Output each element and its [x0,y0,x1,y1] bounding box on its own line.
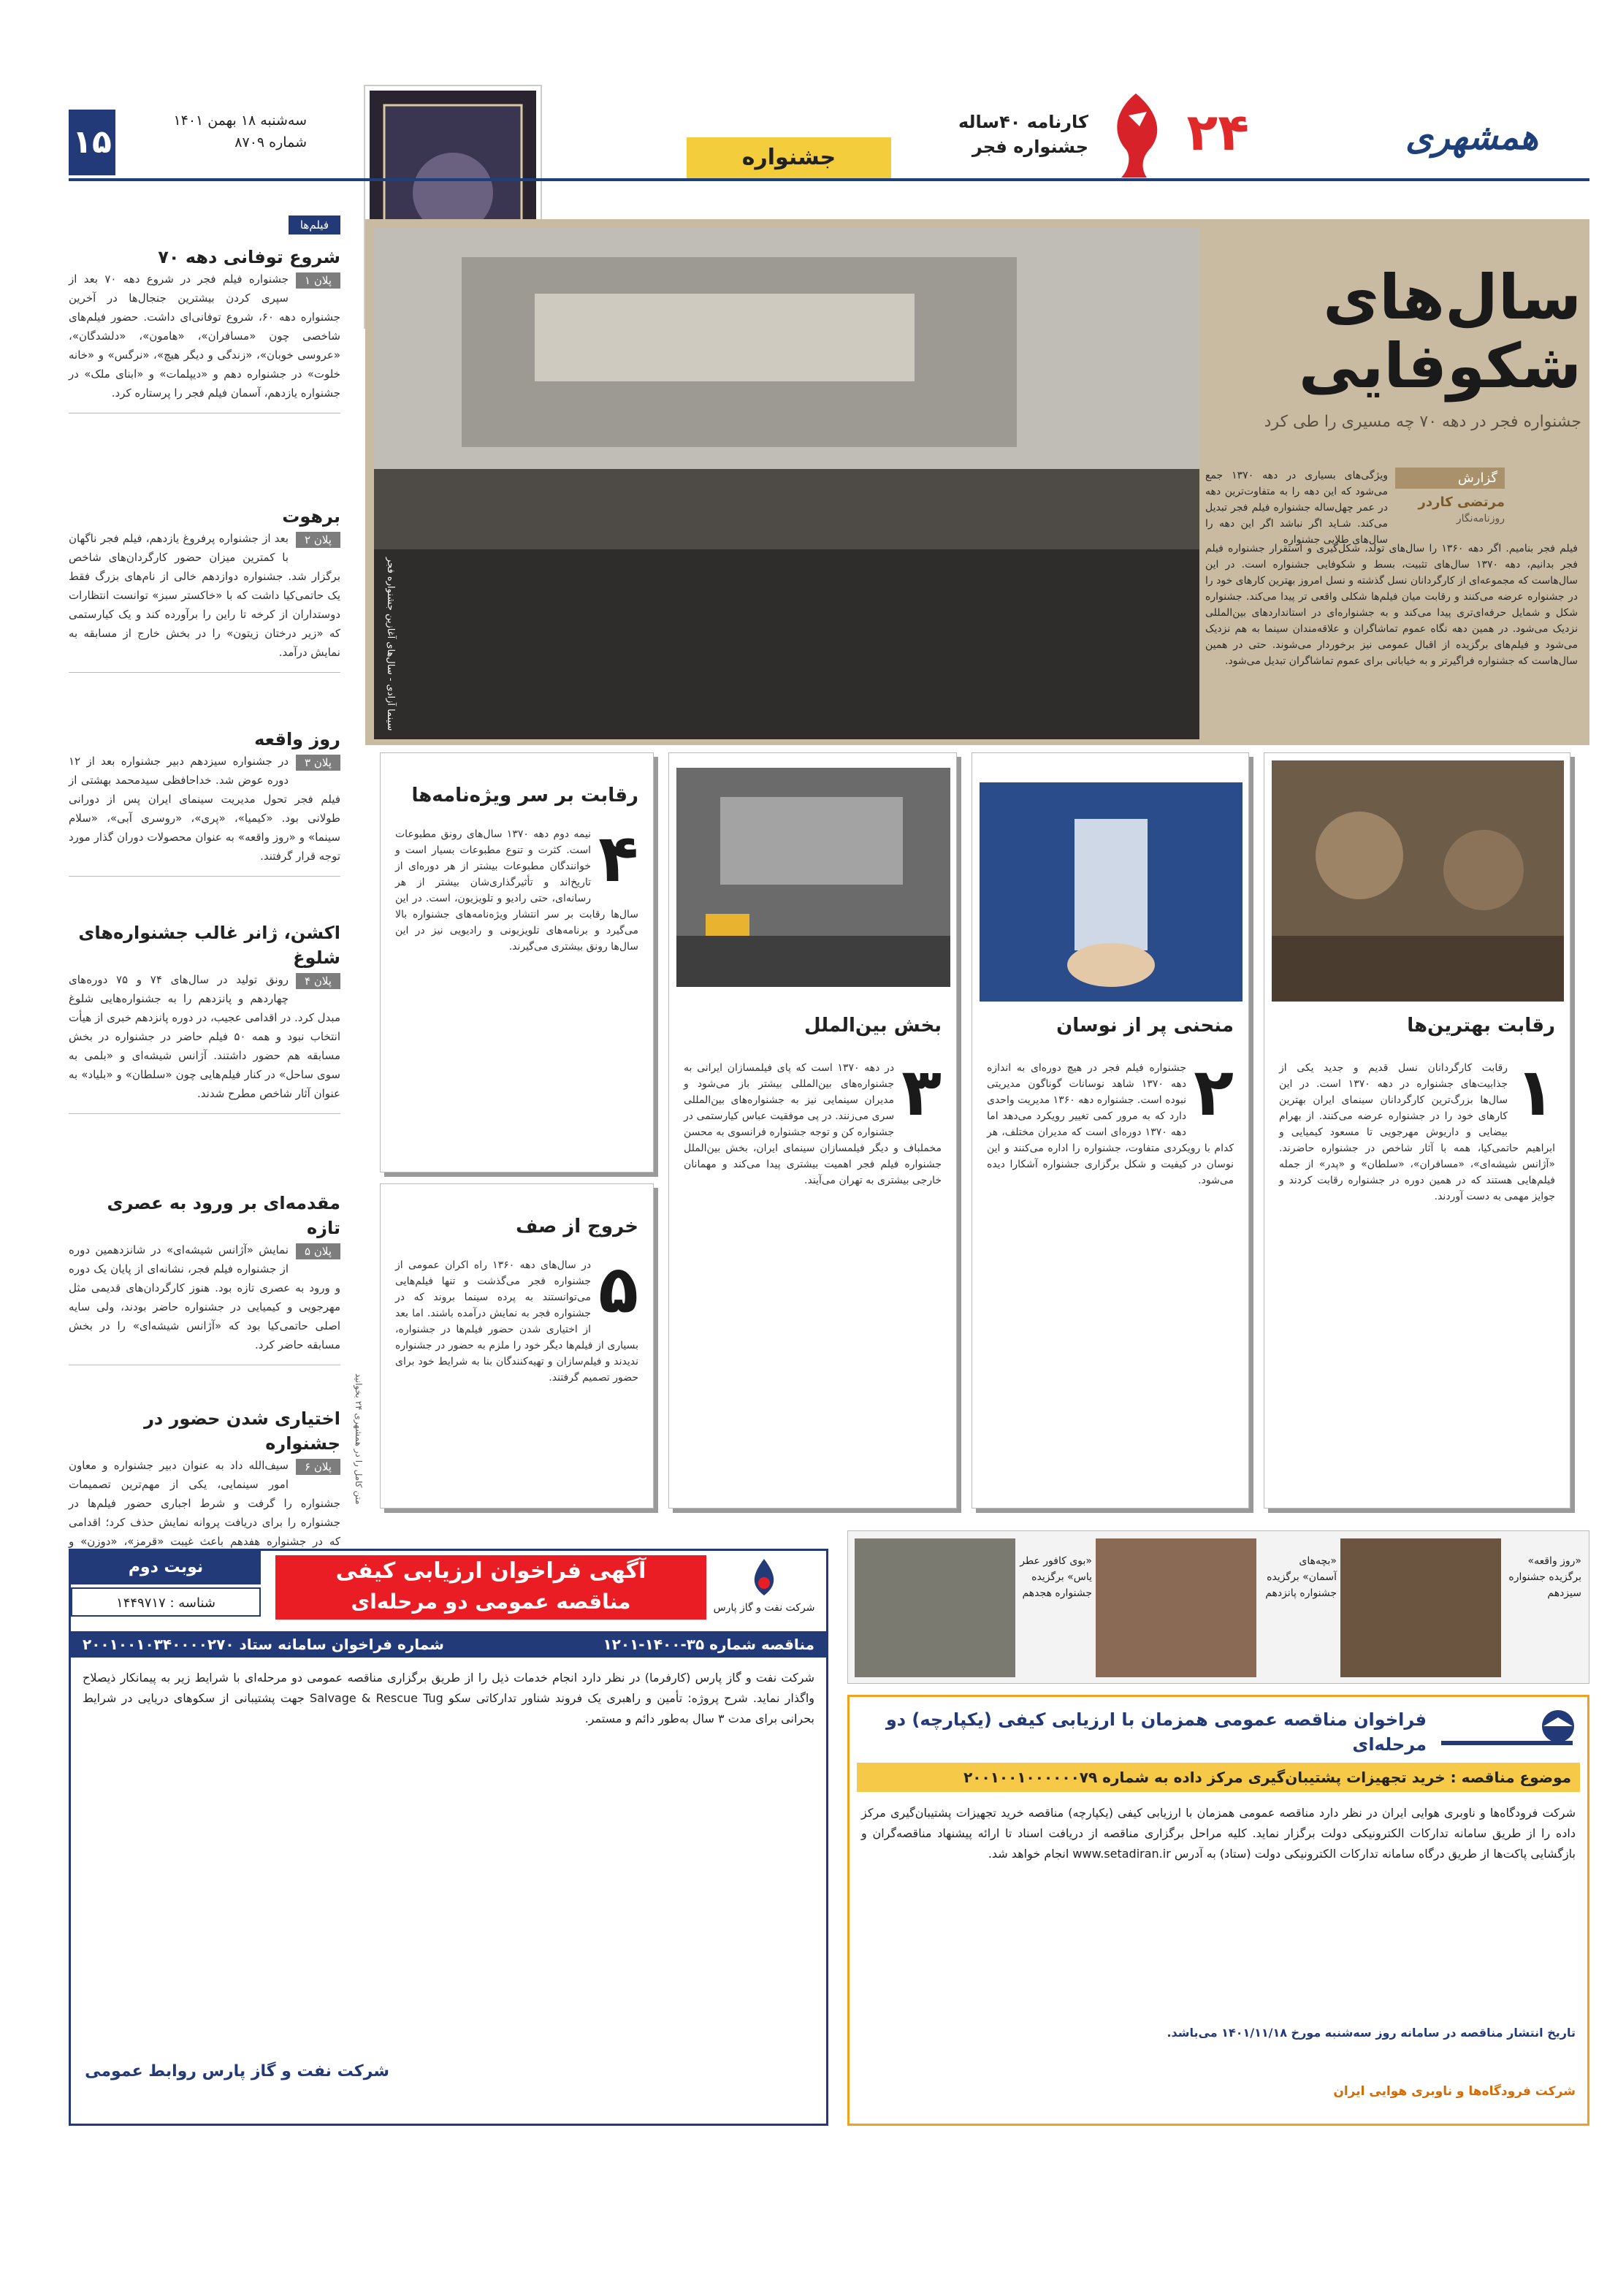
ad-footer: شرکت نفت و گاز پارس روابط عمومی [85,2062,389,2080]
section-label: جشنواره [687,137,891,178]
karnameh-line1: کارنامه ۴۰ساله [958,112,1088,132]
airplane-logo-icon [1434,1704,1580,1755]
feature-body: فیلم فجر بنامیم. اگر دهه ۱۳۶۰ را سال‌های تولد، شکل‌گیری و استقرار جشنواره فیلم فجر بدانیم، دهه ۱۳۷۰ سال‌های تثبیت، بسط و شکوفایی جشنواره است. در این سال‌هاست که مجموعه‌ای از کارگردانان نسل گذشته و نسل امروز بهترین کارهای خود را در جشنواره عرضه می‌کنند و رقابت میان فیلم‌ها شکلی واقعی تر پیدا می‌کند. جشنواره شکل و شمایل حرفه‌ای‌تری پیدا می‌کند و به جشنواره‌ای در استانداردهای بین‌المللی نزدیک می‌شود. در همین دهه نگاه عموم تماشاگران و علاقه‌مندان سینما به هم نزدیک می‌شود و فیلم‌های برگزیده از اقبال عمومی نیز برخوردار می‌شوند. حتی در همین سال‌هاست که جشنواره فراگیرتر و به خیابانی برای عموم تماشاگران تبدیل می‌شود. [1205,543,1578,667]
round-badge: نوبت دوم [71,1551,261,1584]
sidebar-item [69,1191,340,1365]
system-number: شماره فراخوان سامانه ستاد ۲۰۰۱۰۰۱۰۳۴۰۰۰۰۲۷۰ [83,1636,444,1653]
box-5 [380,1183,654,1509]
box-5-body [381,1251,653,1386]
sidebar-item-title: روز واقعه [254,729,340,750]
feature-title-line1: سال‌های [1323,262,1581,333]
box-2-body [972,1054,1248,1189]
fajr-simorgh-logo [1096,86,1176,181]
sidebar-item-title: برهوت [282,506,340,527]
sidebar-item [69,1406,340,1570]
winners-strip [847,1530,1589,1684]
box-number: ۱ [1515,1054,1555,1131]
box-number: ۴ [598,820,638,897]
ad-title-1: آگهی فراخوان ارزیابی کیفی [335,1558,646,1584]
plan-badge: پلان ۱ [296,272,340,289]
box-2-heading [972,1012,1248,1039]
box-5-heading [381,1213,653,1240]
sidebar-item [69,727,340,877]
strip-item [1340,1538,1581,1677]
box-text: جشنواره فیلم فجر در هیچ دوره‌ای به اندازه دهه ۱۳۷۰ شاهد نوسانات گوناگون مدیریتی نبوده است. جشنواره دهه ۱۳۶۰ مدیریت واحدی دارد که به مرور کمی تغییر رویکرد می‌دهد اما دهه ۱۳۷۰ دوره‌ای است که مدیران مختلف، هر کدام با رویکردی متفاوت، جشنواره را اداره می‌کنند و این نوسان در کیفیت و شکل برگزاری جشنواره آشکارا دیده می‌شود. [987,1062,1234,1186]
tender-number: مناقصه شماره ۳۵-۱۴۰۰-۱۲۰۱ [603,1636,814,1653]
box-2 [972,752,1249,1509]
issue-logo-24: ۲۴ [1186,102,1249,162]
issue-date-info [117,110,307,161]
film-still-photo [1096,1538,1256,1677]
box-4-heading [381,782,653,809]
issue-number: شماره ۸۷۰۹ [234,134,307,150]
box-4-body [381,820,653,955]
ad-body: شرکت نفت و گاز پارس (کارفرما) در نظر دارد انجام خدمات ذیل را از طریق برگزاری مناقصه عمومی دو مرحله‌ای با شرایط زیر به پیمانکار ذیصلاح واگذار نماید. شرح پروژه: تأمین و راهبری یک فروند شناور تدارکاتی سکو Salvage & Rescue Tug جهت پشتیبانی از سکوهای دریایی در شرایط بحرانی برای مدت ۳ سال به‌طور دائم و مستمر. [83,1671,815,1725]
box-title: بخش بین‌الملل [804,1015,942,1037]
box-number: ۲ [1194,1054,1234,1131]
feature-subtitle: جشنواره فجر در دهه ۷۰ چه مسیری را طی کرد [1264,413,1581,431]
strip-item [855,1538,1092,1677]
sidebar-item-title: مقدمه‌ای بر ورود به عصری تازه [107,1193,340,1238]
divider [69,672,340,673]
box-1-heading [1264,1012,1570,1039]
plan-badge: پلان ۴ [296,973,340,989]
film-still-photo [855,1538,1015,1677]
sidebar-item [69,245,340,413]
box-text: رقابت کارگردانان نسل قدیم و جدید یکی از جذابیت‌های جشنواره در دهه ۱۳۷۰ است. در این سال‌ها بزرگ‌ترین کارگردانان سینمای ایران بهترین کارهای خود را در جشنواره عرضه می‌کنند. از بهرام بیضایی و داریوش مهرجویی تا مسعود کیمیایی و ابراهیم حاتمی‌کیا، همه با آثار شاخص در جشنواره حاضرند. «آژانس شیشه‌ای»، «مسافران»، «سلطان» و «پدر» از جمله فیلم‌هایی هستند که در همین دوره در جشنواره رقابت کردند و جوایز مهمی به دست آوردند. [1279,1062,1555,1202]
ad-title-2: مناقصه عمومی دو مرحله‌ای [351,1590,631,1614]
sidebar-item-text: در جشنواره سیزدهم دبیر جشنواره بعد از ۱۲ دوره عوض شد. خداحافظی سیدمحمد بهشتی از فیلم فجر تحول مدیریت سینمای ایران پس از دورانی طولانی بود. «کیمیا»، «پری»، «روسری آبی»، «سلام سینما» و «روز واقعه» به عنوان محصولات دوران گذار مورد توجه قرار گرفتند. [69,755,340,863]
author-name: مرتضی کاردر [1418,495,1505,510]
cinema-crowd-photo [374,228,1199,739]
box-1 [1264,752,1570,1509]
byline [1395,468,1505,548]
company-logo-block [709,1555,819,1628]
ad-title-block [275,1555,706,1620]
feature-lead: ویژگی‌های بسیاری در دهه ۱۳۷۰ جمع می‌شود که این دهه را به متفاوت‌ترین دهه در عمر چهل‌ساله جشنواره فیلم فجر تبدیل می‌کند. شـاید اگر نباشد اگر این دهه را سال‌های طلایی جشنواره [1205,470,1388,546]
box-3-heading [669,1012,956,1039]
box-number: ۳ [901,1054,942,1131]
masthead-logo: همشهری [1405,117,1539,158]
ad2-body: شرکت فرودگاه‌ها و ناوبری هوایی ایران در نظر دارد مناقصه عمومی همزمان با ارزیابی کیفی (یکپارچه) مناقصه خرید تجهیزات پشتیبان‌گیری مرکز داده را از طریق سامانه تدارکات الکترونیکی دولت برگزار نماید. کلیه مراحل برگزاری مناقصه از دریافت اسناد تا ارائه پیشنهاد مناقصه‌گران و بازگشایی پاکت‌ها از طریق درگاه سامانه تدارکات الکترونیکی دولت (ستاد) به آدرس www.setadiran.ir انجام خواهد شد. [861,1806,1576,1861]
author-role: روزنامه‌نگار [1456,513,1505,525]
box-text: در سال‌های دهه ۱۳۶۰ راه اکران عمومی از جشنواره فجر می‌گذشت و تنها فیلم‌هایی می‌توانستند به پرده سینما بروند که در جشنواره فجر به نمایش درآمده باشند. اما بعد از اختیاری شدن حضور فیلم‌ها در جشنواره، بسیاری از فیلم‌ها دیگر خود را ملزم به حضور در جشنواره ندیدند و فیلم‌سازان و تهیه‌کنندگان بنا به شرایط خود برای حضور تصمیم گرفتند. [395,1259,638,1384]
box-title: رقابت بهترین‌ها [1407,1015,1555,1037]
box-text: نیمه دوم دهه ۱۳۷۰ سال‌های رونق مطبوعات است. کثرت و تنوع مطبوعات بسیار است و خوانندگان مطبوعات بیشتر از هر دوره‌ای از تاریخ‌اند و تأثیرگذاری‌شان بیشتر از هر رسانه‌ای، حتی رادیو و تلویزیون، است. در این سال‌ها رقابت بر سر انتشار ویژه‌نامه‌های جشنواره بالا می‌گیرد و برنامه‌های تلویزیونی و رادیویی نیز در این سال‌ها رونق بیشتری می‌گیرند. [395,828,638,953]
ad2-dates: تاریخ انتشار مناقصه در سامانه روز سه‌شنبه مورخ ۱۴۰۱/۱۱/۱۸ می‌باشد. [1167,2026,1576,2040]
sidebar-item-text: نمایش «آژانس شیشه‌ای» در شانزدهمین دوره از جشنواره فیلم فجر، نشانه‌ای از پایان یک دوره و ورود به عصری تازه بود. هنوز کارگردان‌های قدیمی مثل مهرجویی و کیمیایی در جشنواره حاضر بودند، ولی سایه اصلی حاتمی‌کیا بود که «آژانس شیشه‌ای» را در بخش مسابقه حاضر کرد. [69,1243,340,1351]
strip-caption: «روز واقعه» برگزیده جشنواره سیزدهم [1508,1555,1581,1599]
ad2-footer: شرکت فرودگاه‌ها و ناوبری هوایی ایران [1333,2084,1576,2099]
box-title: منحنی پر از نوسان [1056,1015,1234,1037]
sidebar-item [69,504,340,673]
film-still-photo [1340,1538,1501,1677]
box-number: ۵ [598,1251,638,1328]
box-title: خروج از صف [516,1216,638,1237]
divider [69,876,340,877]
strip-caption: «بچه‌های آسمان» برگزیده جشنواره پانزدهم [1265,1555,1337,1599]
ad2-subject: موضوع مناقصه : خرید تجهیزات پشتیبان‌گیری مرکز داده به شماره ۲۰۰۱۰۰۱۰۰۰۰۰۰۷۹ [857,1763,1580,1792]
sidebar-item-title: اختیاری شدن حضور در جشنواره [144,1408,340,1454]
sidebar-item-text: رونق تولید در سال‌های ۷۴ و ۷۵ دوره‌های چهاردهم و پانزدهم را به جشنواره‌هایی شلوغ مبدل کرد. در اقدامی عجیب، در دوره پانزدهم خبری از هیأت انتخاب نبود و همه ۵۰ فیلم حاضر در جشنواره در بخش مسابقه هم حضور داشتند. آژانس شیشه‌ای و «بلمی به سوی ساحل» در کنار فیلم‌هایی چون «سلطان» و «بلیاد» به عنوان آثار شاخص مطرح شدند. [69,973,340,1100]
film-still-photo [1272,760,1564,1002]
report-label: گزارش [1395,468,1505,489]
plan-badge: پلان ۶ [296,1459,340,1475]
plan-badge: پلان ۲ [296,532,340,548]
feature-title-line2: شکوفایی [1298,330,1581,402]
sidebar-plans [69,216,340,1548]
tender-number-bar [71,1631,826,1658]
plan-badge: پلان ۵ [296,1243,340,1259]
ad-id: شناسه : ۱۴۴۹۷۱۷ [71,1587,261,1617]
box-3-body [669,1054,956,1189]
karnameh-line2: جشنواره فجر [972,137,1088,157]
sidebar-tag: فیلم‌ها [289,216,340,234]
box-text: در دهه ۱۳۷۰ است که پای فیلمسازان ایرانی به جشنواره‌های بین‌المللی بیشتر باز می‌شود و مدیران سینمایی نیز به جشنواره‌های بین‌المللی سری می‌زنند. در پی موفقیت عباس کیارستمی در جشنواره کن و توجه جشنواره فرانسوی به محسن مخملباف و دیگر فیلمسازان سینمای ایران، بخش بین‌الملل جشنواره فیلم فجر اهمیت بیشتری پیدا می‌کند و مهمانان خارجی بیشتری به تهران می‌آیند. [684,1062,942,1186]
tender-ad-pogc [69,1549,828,2126]
box-4 [380,752,654,1172]
page-number: ۱۵ [69,110,115,175]
flame-logo-icon [738,1555,790,1599]
tender-ad-airports [847,1695,1589,2126]
side-caption: متن کامل را در همشهری ۲۴ بخوانید [354,1373,364,1505]
strip-caption: «بوی کافور عطر یاس» برگزیده جشنواره هجدهم [1020,1555,1092,1599]
feature-title [1213,263,1581,409]
sidebar-item-title: اکشن، ژانر غالب جشنواره‌های شلوغ [78,923,340,968]
sidebar-item-text: جشنواره فیلم فجر در شروع دهه ۷۰ بعد از سپری کردن بیشترین جنجال‌ها در آخرین جشنواره دهه ۶۰، شروع توفانی‌ای داشت. حضور فیلم‌های شاخصی چون «مسافران»، «هامون»، «دلشدگان»، «عروسی خوبان»، «زندگی و دیگر هیچ»، «نرگس» و «خانه خلوت» در جشنواره دهم و «دیپلمات» و «ابنای ملک» در جشنواره یازدهم، آسمان فیلم فجر را پرستاره کرد. [69,272,340,400]
sidebar-item [69,920,340,1114]
box-title: رقابت بر سر ویژه‌نامه‌ها [411,785,638,806]
divider [69,1113,340,1114]
sidebar-item-text: سیف‌الله داد به عنوان دبیر جشنواره و معاون امور سینمایی، یکی از مهم‌ترین تصمیمات جشنواره را گرفت و شرط اجباری حضور فیلم‌ها در جشنواره را برای دریافت پروانه نمایش حذف کرد؛ اقدامی که در جشنواره هفدهم باعث غیبت «قرمز»، «دوزن» و [69,1459,340,1548]
sidebar-item-text: بعد از جشنواره پرفروغ یازدهم، فیلم فجر ناگهان با کمترین میزان حضور کارگردان‌های شاخص برگزار شد. جشنواره دوازدهم خالی از نام‌های بزرگ فقط یک حاتمی‌کیا داشت که با «خاکستر سبز» توانست انتظارات دوستداران از کرخه تا راین را برآورده کند و یک کیارستمی که «زیر درختان زیتون» را در بخش خارج از مسابقه به نمایش درآمد. [69,532,340,659]
festival-venue-photo [676,768,950,987]
company-name: شرکت نفت و گاز پارس [713,1602,815,1614]
plan-badge: پلان ۳ [296,755,340,771]
airports-logo-block [1434,1704,1580,1755]
header-rule [69,178,1589,181]
box-3 [668,752,957,1509]
karnameh-heading [950,110,1088,175]
strip-item [1096,1538,1337,1677]
trophy-photo [980,782,1243,1002]
ad2-title: فراخوان مناقصه عمومی همزمان با ارزیابی کیفی (یکپارچه) دو مرحله‌ای [885,1709,1427,1755]
issue-date: سه‌شنبه ۱۸ بهمن ۱۴۰۱ [173,112,307,129]
box-1-body [1264,1054,1570,1205]
sidebar-item-title: شروع توفانی دهه ۷۰ [158,247,340,267]
photo-caption: سینما آزادی - سال‌های آغازین جشنواره فجر [385,557,396,731]
